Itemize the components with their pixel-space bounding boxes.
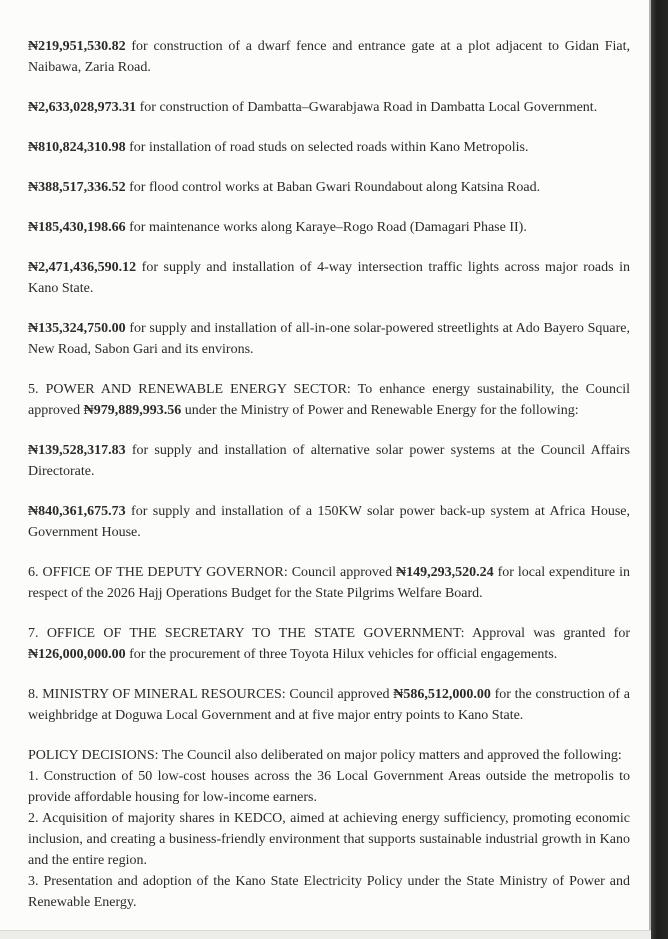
item-solar-africa-house [28,501,630,543]
section-lead: 7. OFFICE OF THE SECRETARY TO THE STATE GOVERNMENT: Approval was granted for [28,626,630,641]
naira-amount: ₦979,889,993.56 [83,403,182,418]
paragraph-text: under the Ministry of Power and Renewable Energy for the following: [181,403,579,418]
naira-amount: ₦149,293,520.24 [396,565,494,580]
section-deputy-governor [28,562,630,604]
naira-amount: ₦586,512,000.00 [393,687,491,702]
paragraph-text: for supply and installation of all-in-one solar-powered streetlights at Ado Bayero Square, New Road, Sabon Gari and its environs. [28,321,630,357]
naira-amount: ₦219,951,530.82 [28,39,126,54]
section-mineral-resources [28,684,630,726]
item-road-studs [28,137,630,158]
naira-amount: ₦2,471,436,590.12 [28,260,137,275]
naira-amount: ₦810,824,310.98 [28,140,126,155]
section-policy-decisions [28,745,630,766]
paragraph-text: 3. Presentation and adoption of the Kano State Electricity Policy under the State Ministry of Power and Renewable Energy. [28,874,630,910]
item-traffic-lights [28,257,630,299]
naira-amount: ₦388,517,336.52 [28,180,126,195]
policy-item-2 [28,808,630,871]
paragraph-text: for maintenance works along Karaye–Rogo Road (Damagari Phase II). [125,220,527,235]
paragraph-text: for installation of road studs on selected roads within Kano Metropolis. [125,140,529,155]
section-secretary-state-govt [28,623,630,665]
naira-amount: ₦139,528,317.83 [28,443,126,458]
naira-amount: ₦2,633,028,973.31 [28,100,137,115]
page-bottom-edge [0,930,651,939]
policy-item-3 [28,871,630,913]
paragraph-text: 2. Acquisition of majority shares in KEDCO, aimed at achieving energy sufficiency, promoting economic inclusion, and creating a business-friendly environment that supports sustainable industrial growth in Kano and the entire region. [28,811,630,868]
paragraph-text: for construction of Dambatta–Gwarabjawa Road in Dambatta Local Government. [136,100,598,115]
section-lead: 6. OFFICE OF THE DEPUTY GOVERNOR: Council approved [28,565,397,580]
paragraph-text: for the construction of a weighbridge at Doguwa Local Government and at five major entry points to Kano State. [28,687,631,723]
paragraph-text: for supply and installation of a 150KW solar power back-up system at Africa House, Government House. [28,504,630,540]
item-solar-council-affairs [28,440,630,482]
item-flood-control [28,177,630,198]
paragraph-text: for the procurement of three Toyota Hilux vehicles for official engagements. [125,647,558,662]
paragraph-text: for supply and installation of 4-way intersection traffic lights across major roads in Kano State. [28,260,630,296]
naira-amount: ₦135,324,750.00 [28,321,126,336]
naira-amount: ₦126,000,000.00 [28,647,126,662]
item-streetlights [28,318,630,360]
naira-amount: ₦840,361,675.73 [28,504,126,519]
section-power-energy [28,379,630,421]
policy-item-1 [28,766,630,808]
paragraph-text: POLICY DECISIONS: The Council also deliberated on major policy matters and approved the following: [28,748,622,763]
item-karaye-rogo-road [28,217,630,238]
paragraph-text: for construction of a dwarf fence and entrance gate at a plot adjacent to Gidan Fiat, Naibawa, Zaria Road. [28,39,630,75]
naira-amount: ₦185,430,198.66 [28,220,126,235]
document-page [28,36,630,913]
section-lead: 8. MINISTRY OF MINERAL RESOURCES: Council approved [28,687,394,702]
section-lead: 5. POWER AND RENEWABLE ENERGY SECTOR: To enhance energy sustainability, the Council approved [28,382,630,418]
item-dambatta-road [28,97,630,118]
paragraph-text: for supply and installation of alternative solar power systems at the Council Affairs Directorate. [28,443,630,479]
paragraph-text: 1. Construction of 50 low-cost houses across the 36 Local Government Areas outside the metropolis to provide affordable housing for low-income earners. [28,769,630,805]
page-edge-shadow [649,0,668,939]
item-dwarf-fence [28,36,630,78]
paragraph-text: for flood control works at Baban Gwari Roundabout along Katsina Road. [125,180,541,195]
paragraph-text: for local expenditure in respect of the 2026 Hajj Operations Budget for the State Pilgrims Welfare Board. [28,565,630,601]
